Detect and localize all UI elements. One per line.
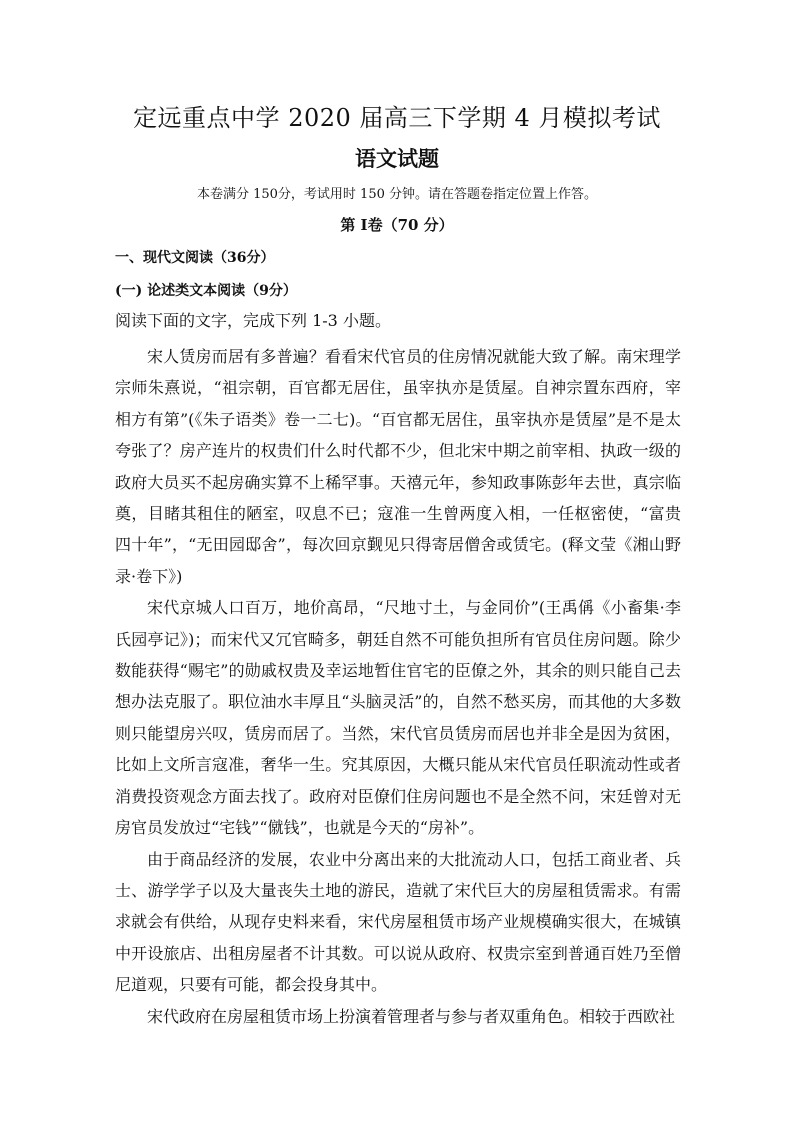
passage-paragraph: 宋人赁房而居有多普遍？看看宋代官员的住房情况就能大致了解。南宋理学宗师朱熹说，“祖宗朝，百官都无居住，虽宰执亦是赁屋。自神宗置东西府，宰相方有第”(《朱子语类》卷一二七)。“百官都无居住，虽宰执亦是赁屋”是不是太夸张了？房产连片的权贵们什么时代都不少，但北宋中期之前宰相、执政一级的政府大员买不起房确实算不上稀罕事。天禧元年，参知政事陈彭年去世，真宗临奠，目睹其租住的陋室，叹息不已；寇准一生曾两度入相，一任枢密使，“富贵四十年”，“无田园邸舍”，每次回京觐见只得寄居僧舍或赁宅。(释文莹《湘山野录·卷下》) <box>115 347 681 586</box>
exam-notice: 本卷满分 150分，考试用时 150 分钟。请在答题卷指定位置上作答。 <box>196 187 598 202</box>
passage-paragraph: 由于商品经济的发展，农业中分离出来的大批流动人口，包括工商业者、兵士、游学学子以及大量丧失土地的游民，造就了宋代巨大的房屋租赁需求。有需求就会有供给，从现存史料来看，宋代房屋租赁市场产业规模确实很大，在城镇中开设旅店、出租房屋者不计其数。可以说从政府、权贵宗室到普通百姓乃至僧尼道观，只要有可能，都会投身其中。 <box>115 849 681 995</box>
passage-paragraph: 宋代政府在房屋租赁市场上扮演着管理者与参与者双重角色。相较于西欧社 <box>147 1006 676 1026</box>
passage-paragraph: 宋代京城人口百万，地价高昂，“尺地寸土，与金同价”(王禹偁《小畜集·李氏园亭记》)；而宋代又冗官畸多，朝廷自然不可能负担所有官员住房问题。除少数能获得“赐宅”的勋戚权贵及幸运地暂住官宅的臣僚之外，其余的则只能自己去想办法克服了。职位油水丰厚且“头脑灵活”的，自然不愁买房，而其他的大多数则只能望房兴叹，赁房而居了。当然，宋代官员赁房而居也并非全是因为贫困，比如上文所言寇准，奢华一生。究其原因，大概只能从宋代官员任职流动性或者消费投资观念方面去找了。政府对臣僚们住房问题也不是全然不问，宋廷曾对无房官员发放过“宅钱”“僦钱”，也就是今天的“房补”。 <box>115 598 681 838</box>
section-heading-argumentative-reading: (一) 论述类文本阅读（9分） <box>115 283 297 299</box>
reading-instruction: 阅读下面的文字，完成下列 1-3 小题。 <box>115 311 391 330</box>
section-heading-modern-reading: 一、现代文阅读（36分） <box>115 250 275 266</box>
reading-passage <box>115 341 681 1032</box>
exam-title: 定远重点中学 2020 届高三下学期 4 月模拟考试 <box>133 104 661 132</box>
volume-heading: 第 I卷（70 分） <box>340 216 454 234</box>
exam-subtitle: 语文试题 <box>355 146 439 171</box>
